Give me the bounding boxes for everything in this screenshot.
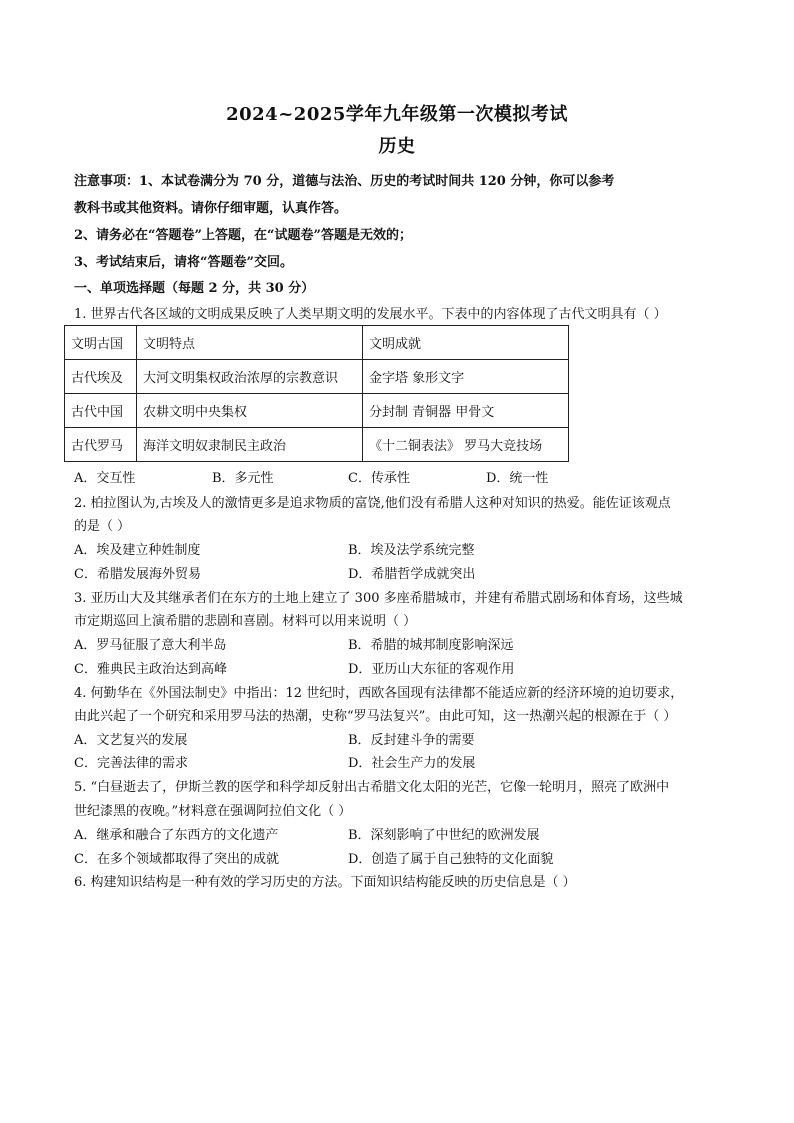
- notice-line-4: 3、考试结束后，请将“答题卷”交回。: [74, 255, 294, 270]
- question-5-option-a: A．继承和融合了东西方的文化遗产: [74, 828, 279, 843]
- question-2-stem-line-2: 的是（ ）: [74, 519, 131, 534]
- table-row: [65, 394, 569, 428]
- table-cell: 金字塔 象形文字: [363, 360, 569, 394]
- table-cell: 大河文明集权政治浓厚的宗教意识: [137, 360, 363, 394]
- question-4-option-b: B．反封建斗争的需要: [348, 733, 475, 748]
- question-2-option-c: C．希腊发展海外贸易: [74, 567, 201, 582]
- question-1-option-a: A．交互性: [74, 471, 136, 486]
- question-1-stem: 1. 世界古代各区域的文明成果反映了人类早期文明的发展水平。下表中的内容体现了古代文明具有（ ）: [74, 307, 667, 322]
- question-3-stem-line-2: 市定期巡回上演希腊的悲剧和喜剧。材料可以用来说明（ ）: [74, 614, 417, 629]
- subject-title: 历史: [378, 136, 416, 157]
- table-row: [65, 360, 569, 394]
- table-cell: 古代中国: [65, 394, 137, 428]
- question-2-stem-line-1: 2. 柏拉图认为,古埃及人的激情更多是追求物质的富饶,他们没有希腊人这种对知识的热爱。能佐证该观点: [74, 496, 671, 511]
- question-4-option-d: D．社会生产力的发展: [348, 756, 476, 771]
- question-4-stem-line-2: 由此兴起了一个研究和采用罗马法的热潮，史称“罗马法复兴”。由此可知，这一热潮兴起的根源在于（ ）: [74, 709, 677, 724]
- table-cell: 分封制 青铜器 甲骨文: [363, 394, 569, 428]
- table-cell: 古代罗马: [65, 428, 137, 462]
- table-cell: 农耕文明中央集权: [137, 394, 363, 428]
- notice-line-2: 教科书或其他资料。请你仔细审题，认真作答。: [74, 201, 348, 216]
- question-4-stem-line-1: 4. 何勤华在《外国法制史》中指出：12 世纪时，西欧各国现有法律都不能适应新的经济环境的迫切要求，: [74, 686, 684, 701]
- question-3-stem-line-1: 3. 亚历山大及其继承者们在东方的土地上建立了 300 多座希腊城市，并建有希腊式剧场和体育场，这些城: [74, 591, 683, 606]
- question-5-option-c: C．在多个领域都取得了突出的成就: [74, 852, 279, 867]
- question-4-option-a: A．文艺复兴的发展: [74, 733, 188, 748]
- table-cell: 《十二铜表法》 罗马大竞技场: [363, 428, 569, 462]
- question-1-option-c: C．传承性: [348, 471, 410, 486]
- notice-line-1: 注意事项：1、本试卷满分为 70 分，道德与法治、历史的考试时间共 120 分钟，你可以参考: [74, 174, 615, 189]
- question-5-option-d: D．创造了属于自己独特的文化面貌: [348, 852, 554, 867]
- question-3-option-b: B．希腊的城邦制度影响深远: [348, 638, 514, 653]
- question-3-option-a: A．罗马征服了意大利半岛: [74, 638, 227, 653]
- question-3-option-c: C．雅典民主政治达到高峰: [74, 662, 227, 677]
- civilization-table: [64, 325, 569, 462]
- question-2-option-a: A．埃及建立种姓制度: [74, 543, 201, 558]
- question-4-option-c: C．完善法律的需求: [74, 756, 188, 771]
- exam-title: 2024~2025学年九年级第一次模拟考试: [226, 104, 568, 125]
- table-cell: 古代埃及: [65, 360, 137, 394]
- table-header-cell: 文明特点: [137, 326, 363, 360]
- table-header-cell: 文明成就: [363, 326, 569, 360]
- section-heading: 一、单项选择题（每题 2 分，共 30 分）: [74, 281, 315, 296]
- table-header-row: [65, 326, 569, 360]
- question-6-stem: 6. 构建知识结构是一种有效的学习历史的方法。下面知识结构能反映的历史信息是（ ）: [74, 875, 576, 890]
- question-2-option-b: B．埃及法学系统完整: [348, 543, 475, 558]
- question-1-option-d: D．统一性: [486, 471, 549, 486]
- question-3-option-d: D．亚历山大东征的客观作用: [348, 662, 515, 677]
- question-5-stem-line-1: 5. “白昼逝去了，伊斯兰教的医学和科学却反射出古希腊文化太阳的光芒，它像一轮明月，照亮了欧洲中: [74, 780, 670, 795]
- table-header-cell: 文明古国: [65, 326, 137, 360]
- question-1-option-b: B．多元性: [212, 471, 274, 486]
- question-5-option-b: B．深刻影响了中世纪的欧洲发展: [348, 828, 540, 843]
- table-row: [65, 428, 569, 462]
- question-5-stem-line-2: 世纪漆黑的夜晚。”材料意在强调阿拉伯文化（ ）: [74, 804, 352, 819]
- question-2-option-d: D．希腊哲学成就突出: [348, 567, 476, 582]
- table-cell: 海洋文明奴隶制民主政治: [137, 428, 363, 462]
- notice-line-3: 2、请务必在“答题卷”上答题，在“试题卷”答题是无效的；: [74, 228, 412, 243]
